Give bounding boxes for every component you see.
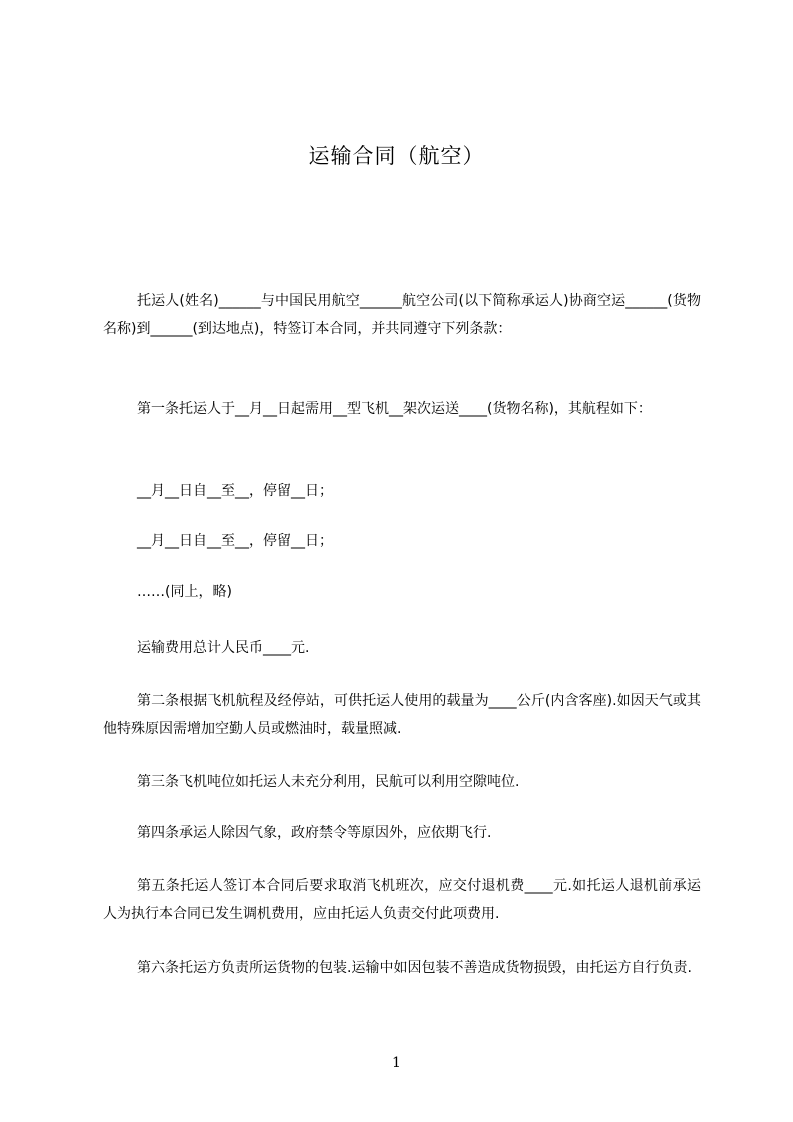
route-etc: ……(同上，略) <box>137 584 232 600</box>
document-title: 运输合同（航空） <box>308 144 485 168</box>
page-number: 1 <box>392 1055 401 1071</box>
article-2: 第二条根据飞机航程及经停站，可供托运人使用的载量为____公斤(内含客座).如因天气或其他特殊原因需增加空勤人员或燃油时，载量照减. <box>103 693 701 737</box>
article-5: 第五条托运人签订本合同后要求取消飞机班次，应交付退机费____元.如托运人退机前承运人为执行本合同已发生调机费用，应由托运人负责交付此项费用. <box>103 878 701 922</box>
article-1: 第一条托运人于__月__日起需用__型飞机__架次运送____(货物名称)，其航程如下： <box>137 401 652 417</box>
article-3: 第三条飞机吨位如托运人未充分利用，民航可以利用空隙吨位. <box>137 774 520 790</box>
route-line-2: __月__日自__至__，停留__日； <box>137 533 333 549</box>
route-line-1: __月__日自__至__，停留__日； <box>137 483 333 499</box>
article-6: 第六条托运方负责所运货物的包装.运输中如因包装不善造成货物损毁，由托运方自行负责. <box>137 960 692 976</box>
intro-paragraph: 托运人(姓名)______与中国民用航空______航空公司(以下简称承运人)协商空运______(货物名称)到______(到达地点)，特签订本合同，并共同遵守下列条款： <box>103 293 701 337</box>
article-4: 第四条承运人除因气象，政府禁令等原因外，应依期飞行. <box>137 825 492 841</box>
fee-total: 运输费用总计人民币____元. <box>137 640 310 656</box>
